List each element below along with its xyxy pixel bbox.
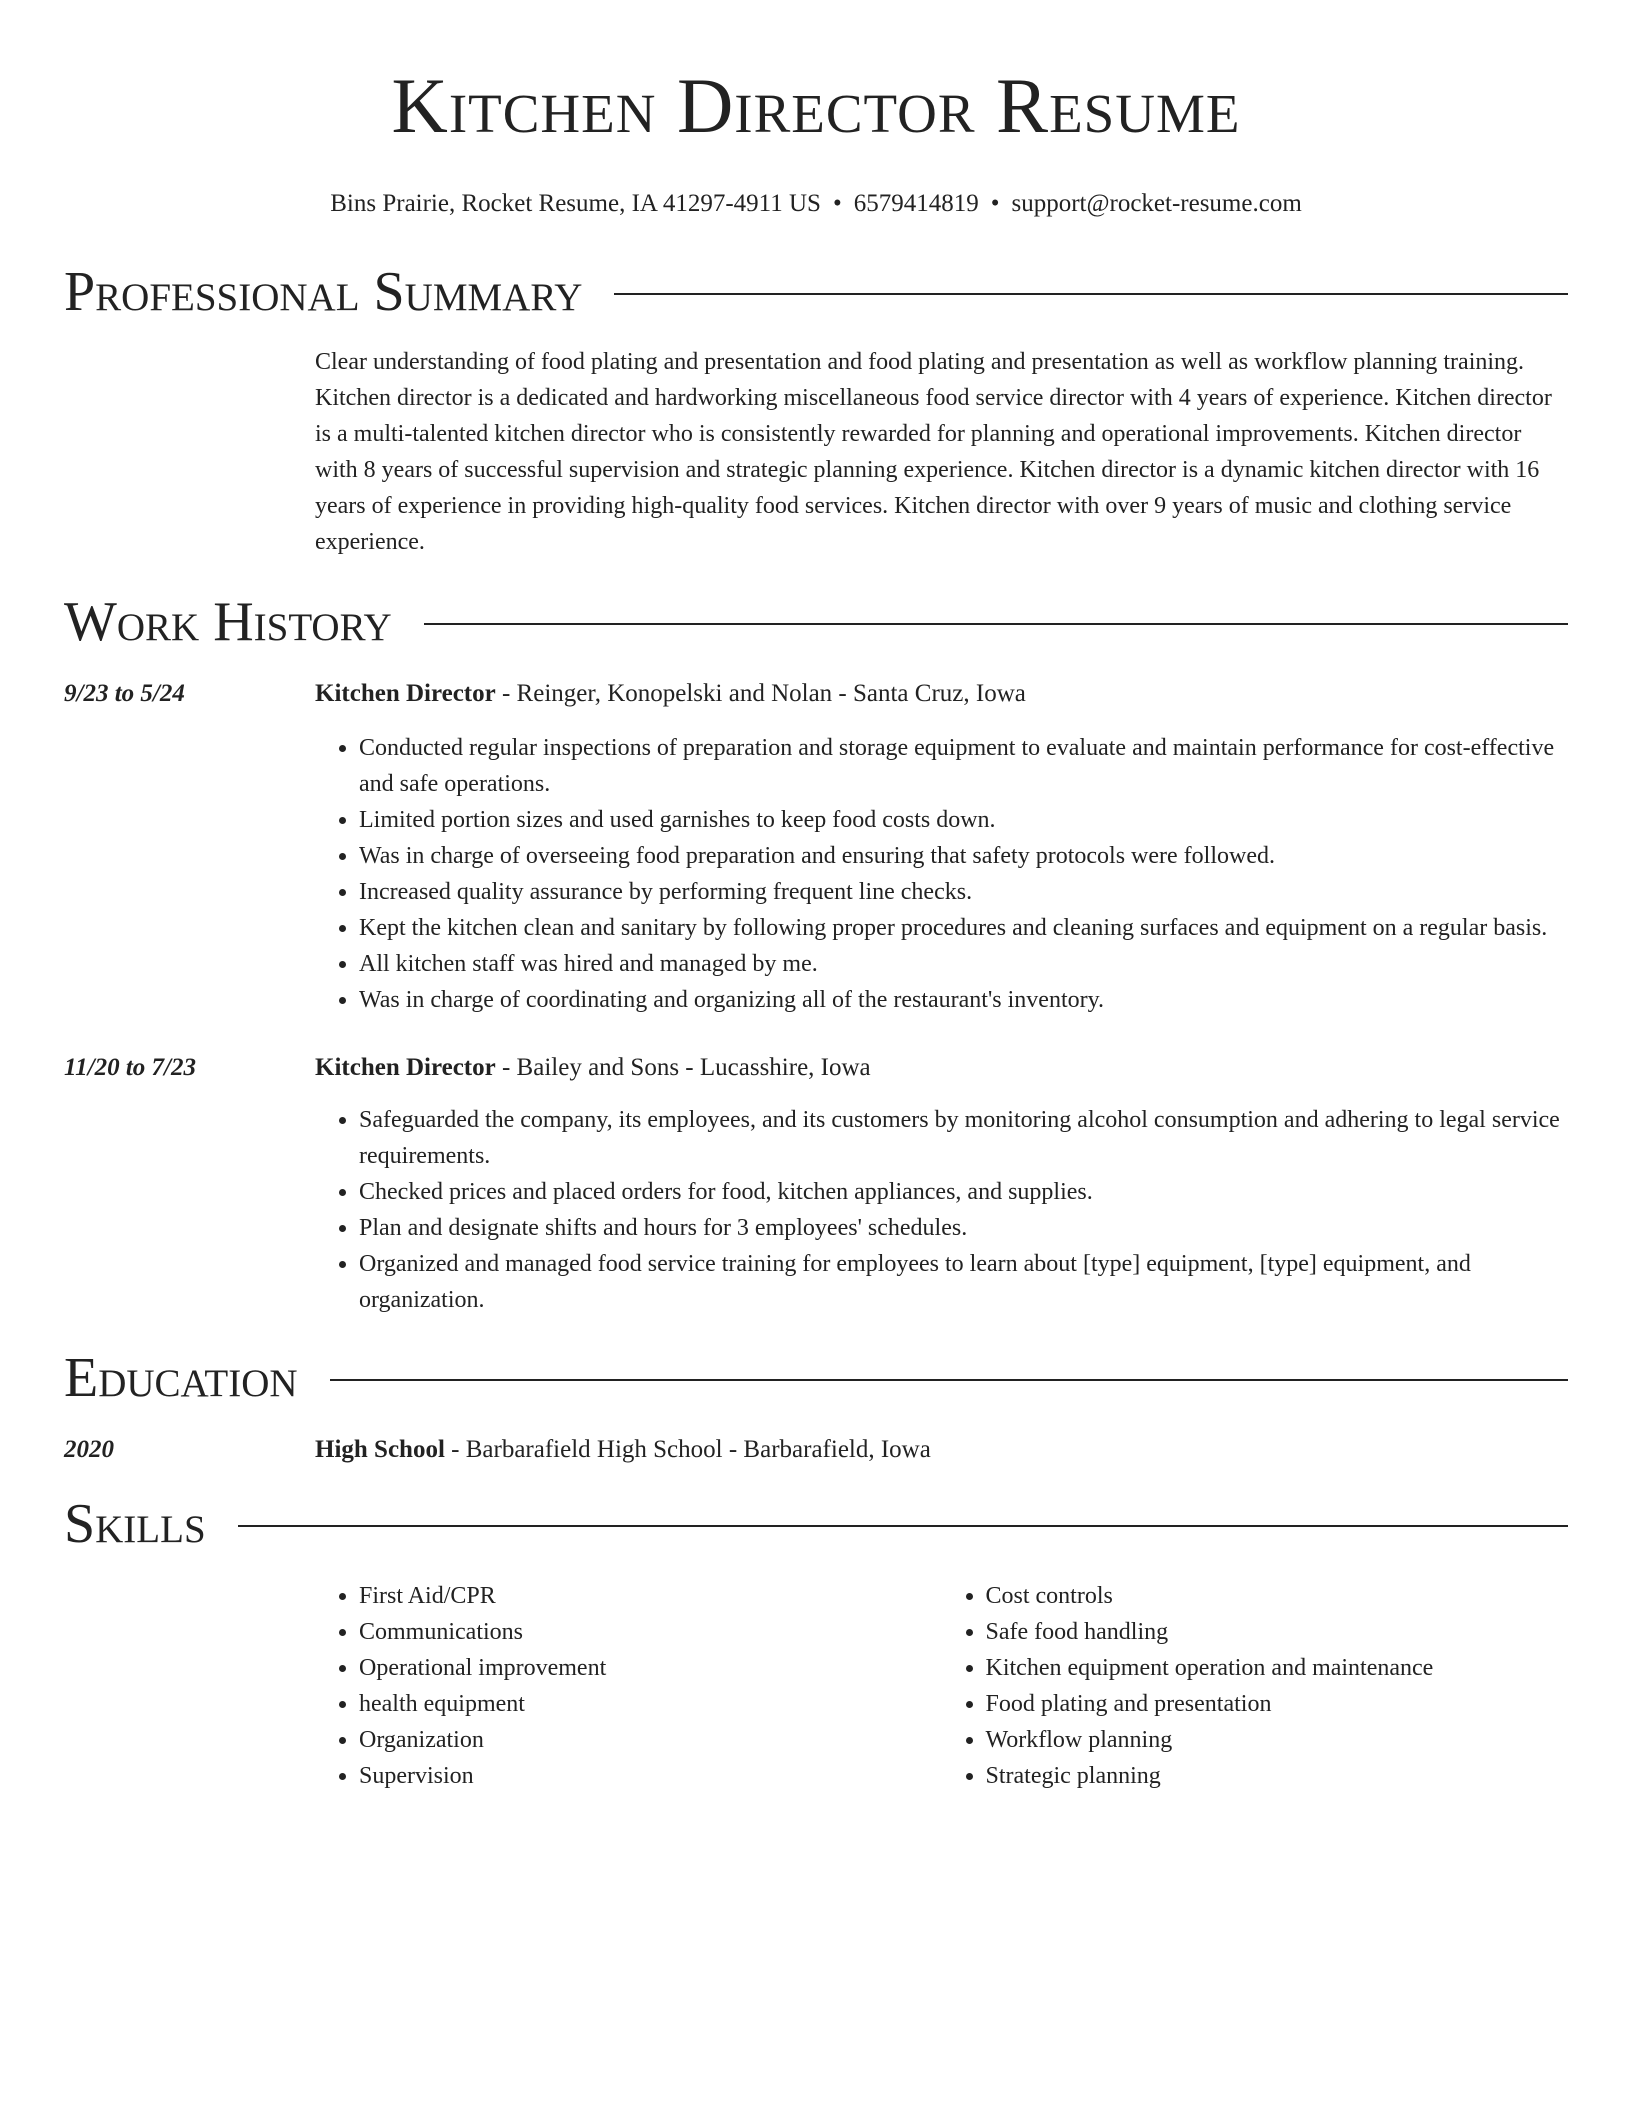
list-item: • Checked prices and placed orders for food, kitchen appliances, and supplies.: [359, 1174, 1568, 1210]
section-divider: [614, 293, 1568, 295]
education-entry: [64, 1432, 1568, 1468]
resume-title: Kitchen Director Resume: [391, 62, 1241, 149]
job-title: Kitchen Director: [315, 680, 496, 707]
contact-address: Bins Prairie, Rocket Resume, IA 41297-4911 US: [330, 190, 821, 217]
job-bullets: [315, 1102, 1568, 1318]
list-item: • Was in charge of coordinating and organizing all of the restaurant's inventory.: [359, 982, 1568, 1018]
education-body: [315, 1432, 1568, 1468]
list-item: • Organization: [359, 1722, 942, 1758]
list-item: • Kitchen equipment operation and maintenance: [986, 1650, 1569, 1686]
skills-row: [64, 1578, 1568, 1794]
list-item: • Increased quality assurance by performing frequent line checks.: [359, 874, 1568, 910]
section-divider: [424, 623, 1568, 625]
list-item: • Food plating and presentation: [986, 1686, 1569, 1722]
education-heading-row: [64, 1340, 1568, 1416]
skills-list-right: [942, 1578, 1569, 1794]
summary-heading-row: [64, 254, 1568, 330]
work-history-section: [64, 584, 1568, 1318]
list-item: • Operational improvement: [359, 1650, 942, 1686]
job-dates: 11/20 to 7/23: [64, 1054, 196, 1081]
skills-list-left: [315, 1578, 942, 1794]
summary-row: [64, 344, 1568, 560]
education-degree: High School: [315, 1436, 445, 1463]
list-item: • Plan and designate shifts and hours for 3 employees' schedules.: [359, 1210, 1568, 1246]
list-item: • Supervision: [359, 1758, 942, 1794]
work-heading: Work History: [64, 591, 392, 653]
contact-separator: •: [832, 190, 842, 217]
education-year: 2020: [64, 1436, 114, 1463]
section-divider: [238, 1525, 1568, 1527]
job-header: [315, 676, 1568, 712]
list-item: • Safeguarded the company, its employees, and its customers by monitoring alcohol consumption and adhering to legal service requirements.: [359, 1102, 1568, 1174]
summary-text: Clear understanding of food plating and presentation and food plating and presentation as well as workflow planning training. Kitchen director is a dedicated and hardworking miscellaneous food service director with 4 years of experience. Kitchen director is a multi-talented kitchen director who is consistently rewarded for planning and operational improvements. Kitchen director with 8 years of successful supervision and strategic planning experience. Kitchen director is a dynamic kitchen director with 16 years of experience in providing high-quality food services. Kitchen director with over 9 years of music and clothing service experience.: [315, 349, 1552, 555]
list-item: • Was in charge of overseeing food preparation and ensuring that safety protocols were followed.: [359, 838, 1568, 874]
list-item: • health equipment: [359, 1686, 942, 1722]
job-entry: [64, 676, 1568, 1018]
job-bullets: [315, 730, 1568, 1018]
job-dates: 9/23 to 5/24: [64, 680, 185, 707]
list-item: • Kept the kitchen clean and sanitary by following proper procedures and cleaning surfaces and equipment on a regular basis.: [359, 910, 1568, 946]
list-item: • Limited portion sizes and used garnishes to keep food costs down.: [359, 802, 1568, 838]
section-divider: [330, 1379, 1568, 1381]
list-item: • Communications: [359, 1614, 942, 1650]
summary-section: [64, 254, 1568, 560]
summary-left-spacer: [64, 344, 315, 560]
list-item: • First Aid/CPR: [359, 1578, 942, 1614]
work-heading-row: [64, 584, 1568, 660]
list-item: • Strategic planning: [986, 1758, 1569, 1794]
skills-left-spacer: [64, 1578, 315, 1794]
contact-separator: •: [990, 190, 1000, 217]
list-item: • Organized and managed food service training for employees to learn about [type] equipment, [type] equipment, and organization.: [359, 1246, 1568, 1318]
skills-grid: [315, 1578, 1568, 1794]
list-item: • Cost controls: [986, 1578, 1569, 1614]
list-item: • Conducted regular inspections of preparation and storage equipment to evaluate and maintain performance for cost-effective and safe operations.: [359, 730, 1568, 802]
education-section: [64, 1340, 1568, 1468]
contact-email: support@rocket-resume.com: [1011, 190, 1302, 217]
education-details: - Barbarafield High School - Barbarafield, Iowa: [444, 1436, 931, 1463]
job-body: [315, 1050, 1568, 1318]
summary-body: [315, 344, 1568, 560]
job-entry: [64, 1050, 1568, 1318]
summary-heading: Professional Summary: [64, 261, 583, 323]
list-item: • Workflow planning: [986, 1722, 1569, 1758]
education-heading: Education: [64, 1347, 298, 1409]
job-details: - Bailey and Sons - Lucasshire, Iowa: [495, 1054, 871, 1081]
list-item: • All kitchen staff was hired and managed by me.: [359, 946, 1568, 982]
job-title: Kitchen Director: [315, 1054, 496, 1081]
skills-heading-row: [64, 1486, 1568, 1562]
job-details: - Reinger, Konopelski and Nolan - Santa Cruz, Iowa: [495, 680, 1026, 707]
list-item: • Safe food handling: [986, 1614, 1569, 1650]
job-body: [315, 676, 1568, 1018]
contact-line: [64, 188, 1568, 220]
education-header: [315, 1432, 1568, 1468]
skills-heading: Skills: [64, 1493, 206, 1555]
contact-phone: 6579414819: [853, 190, 979, 217]
job-header: [315, 1050, 1568, 1086]
skills-section: [64, 1486, 1568, 1794]
